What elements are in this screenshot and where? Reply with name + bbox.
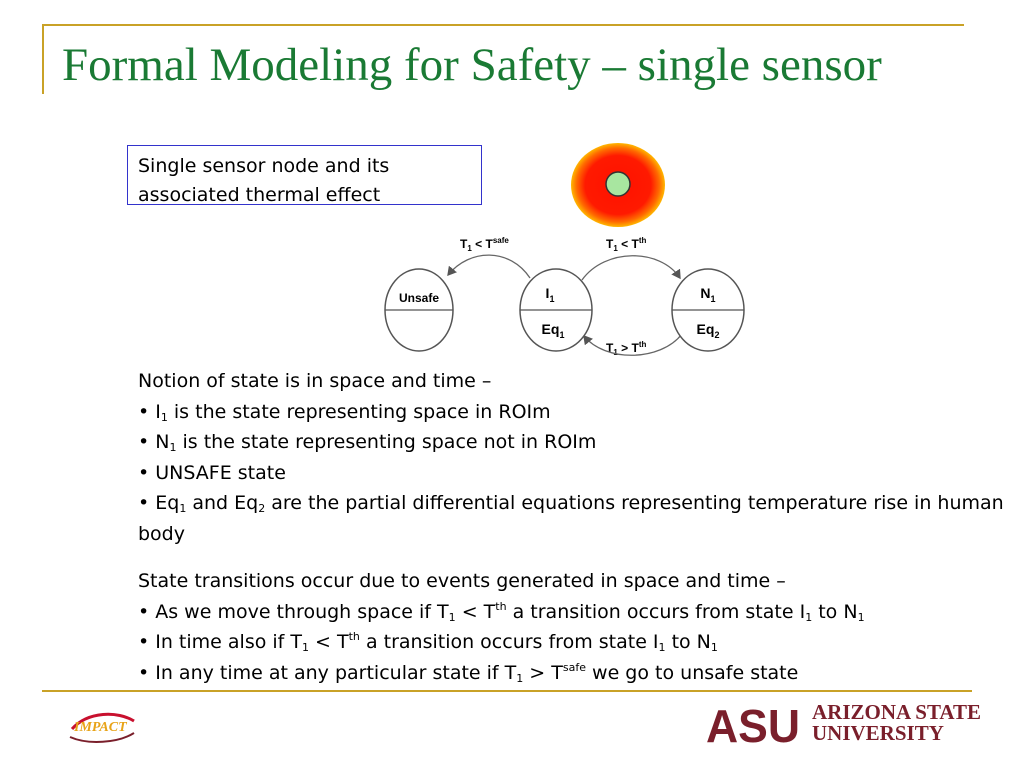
title-accent-bar	[42, 24, 44, 94]
notion-bullet-3: • UNSAFE state	[138, 461, 286, 484]
transitions-bullet-1: • As we move through space if $T_1 < T^{th}$ a transition occurs from state $I_1$ to $N_1$	[138, 599, 865, 624]
svg-text:ASU: ASU	[706, 700, 800, 746]
label-t1-lt-tsafe: $T_1 < T^{safe}$	[460, 236, 509, 253]
state-i1	[520, 269, 592, 351]
notion-bullet-4: • $Eq_1$ and $Eq_2$ are the partial differential equations representing temperature rise in human body	[138, 492, 1004, 545]
transition-i1-to-unsafe	[448, 255, 530, 278]
top-rule	[42, 24, 964, 26]
caption-line-2: associated thermal effect	[138, 184, 381, 206]
notion-heading: Notion of state is in space and time –	[138, 370, 492, 392]
transitions-heading: State transitions occur due to events generated in space and time –	[138, 570, 786, 592]
label-t1-gt-tth: $T_1 > T^{th}$	[606, 340, 647, 357]
slide-title: Formal Modeling for Safety – single sensor	[62, 39, 882, 91]
notion-bullet-2: • $N_1$ is the state representing space not in ROIm	[138, 431, 597, 454]
state-unsafe	[385, 269, 453, 351]
impact-logo	[68, 707, 138, 747]
eq2-label: $Eq_2$	[696, 321, 720, 340]
asu-logo	[706, 700, 981, 746]
sensor-node-icon	[606, 172, 630, 196]
slide-body	[138, 366, 1008, 688]
bottom-rule	[42, 690, 972, 692]
notion-bullet-1: • $I_1$ is the state representing space in ROIm	[138, 400, 551, 424]
unsafe-label: Unsafe	[398, 291, 440, 305]
transitions-bullet-2: • In time also if $T_1 < T^{th}$ a transition occurs from state $I_1$ to $N_1$	[138, 630, 718, 654]
svg-text:IMPACT: IMPACT	[74, 720, 127, 735]
state-diagram	[370, 140, 760, 365]
i1-label: $I_1$	[545, 285, 555, 304]
label-t1-lt-tth: $T_1 < T^{th}$	[606, 236, 647, 253]
eq1-label: $Eq_1$	[541, 321, 565, 340]
asu-line-1: ARIZONA STATE	[812, 700, 982, 724]
transitions-bullet-3: • In any time at any particular state if $T_1 > T^{safe}$ we go to unsafe state	[138, 660, 799, 685]
caption-line-1: Single sensor node and its	[138, 155, 390, 177]
state-n1	[672, 269, 744, 351]
asu-line-2: UNIVERSITY	[812, 721, 944, 745]
transition-i1-to-n1	[582, 256, 680, 280]
asu-mark	[706, 700, 802, 746]
n1-label: $N_1$	[700, 285, 716, 304]
